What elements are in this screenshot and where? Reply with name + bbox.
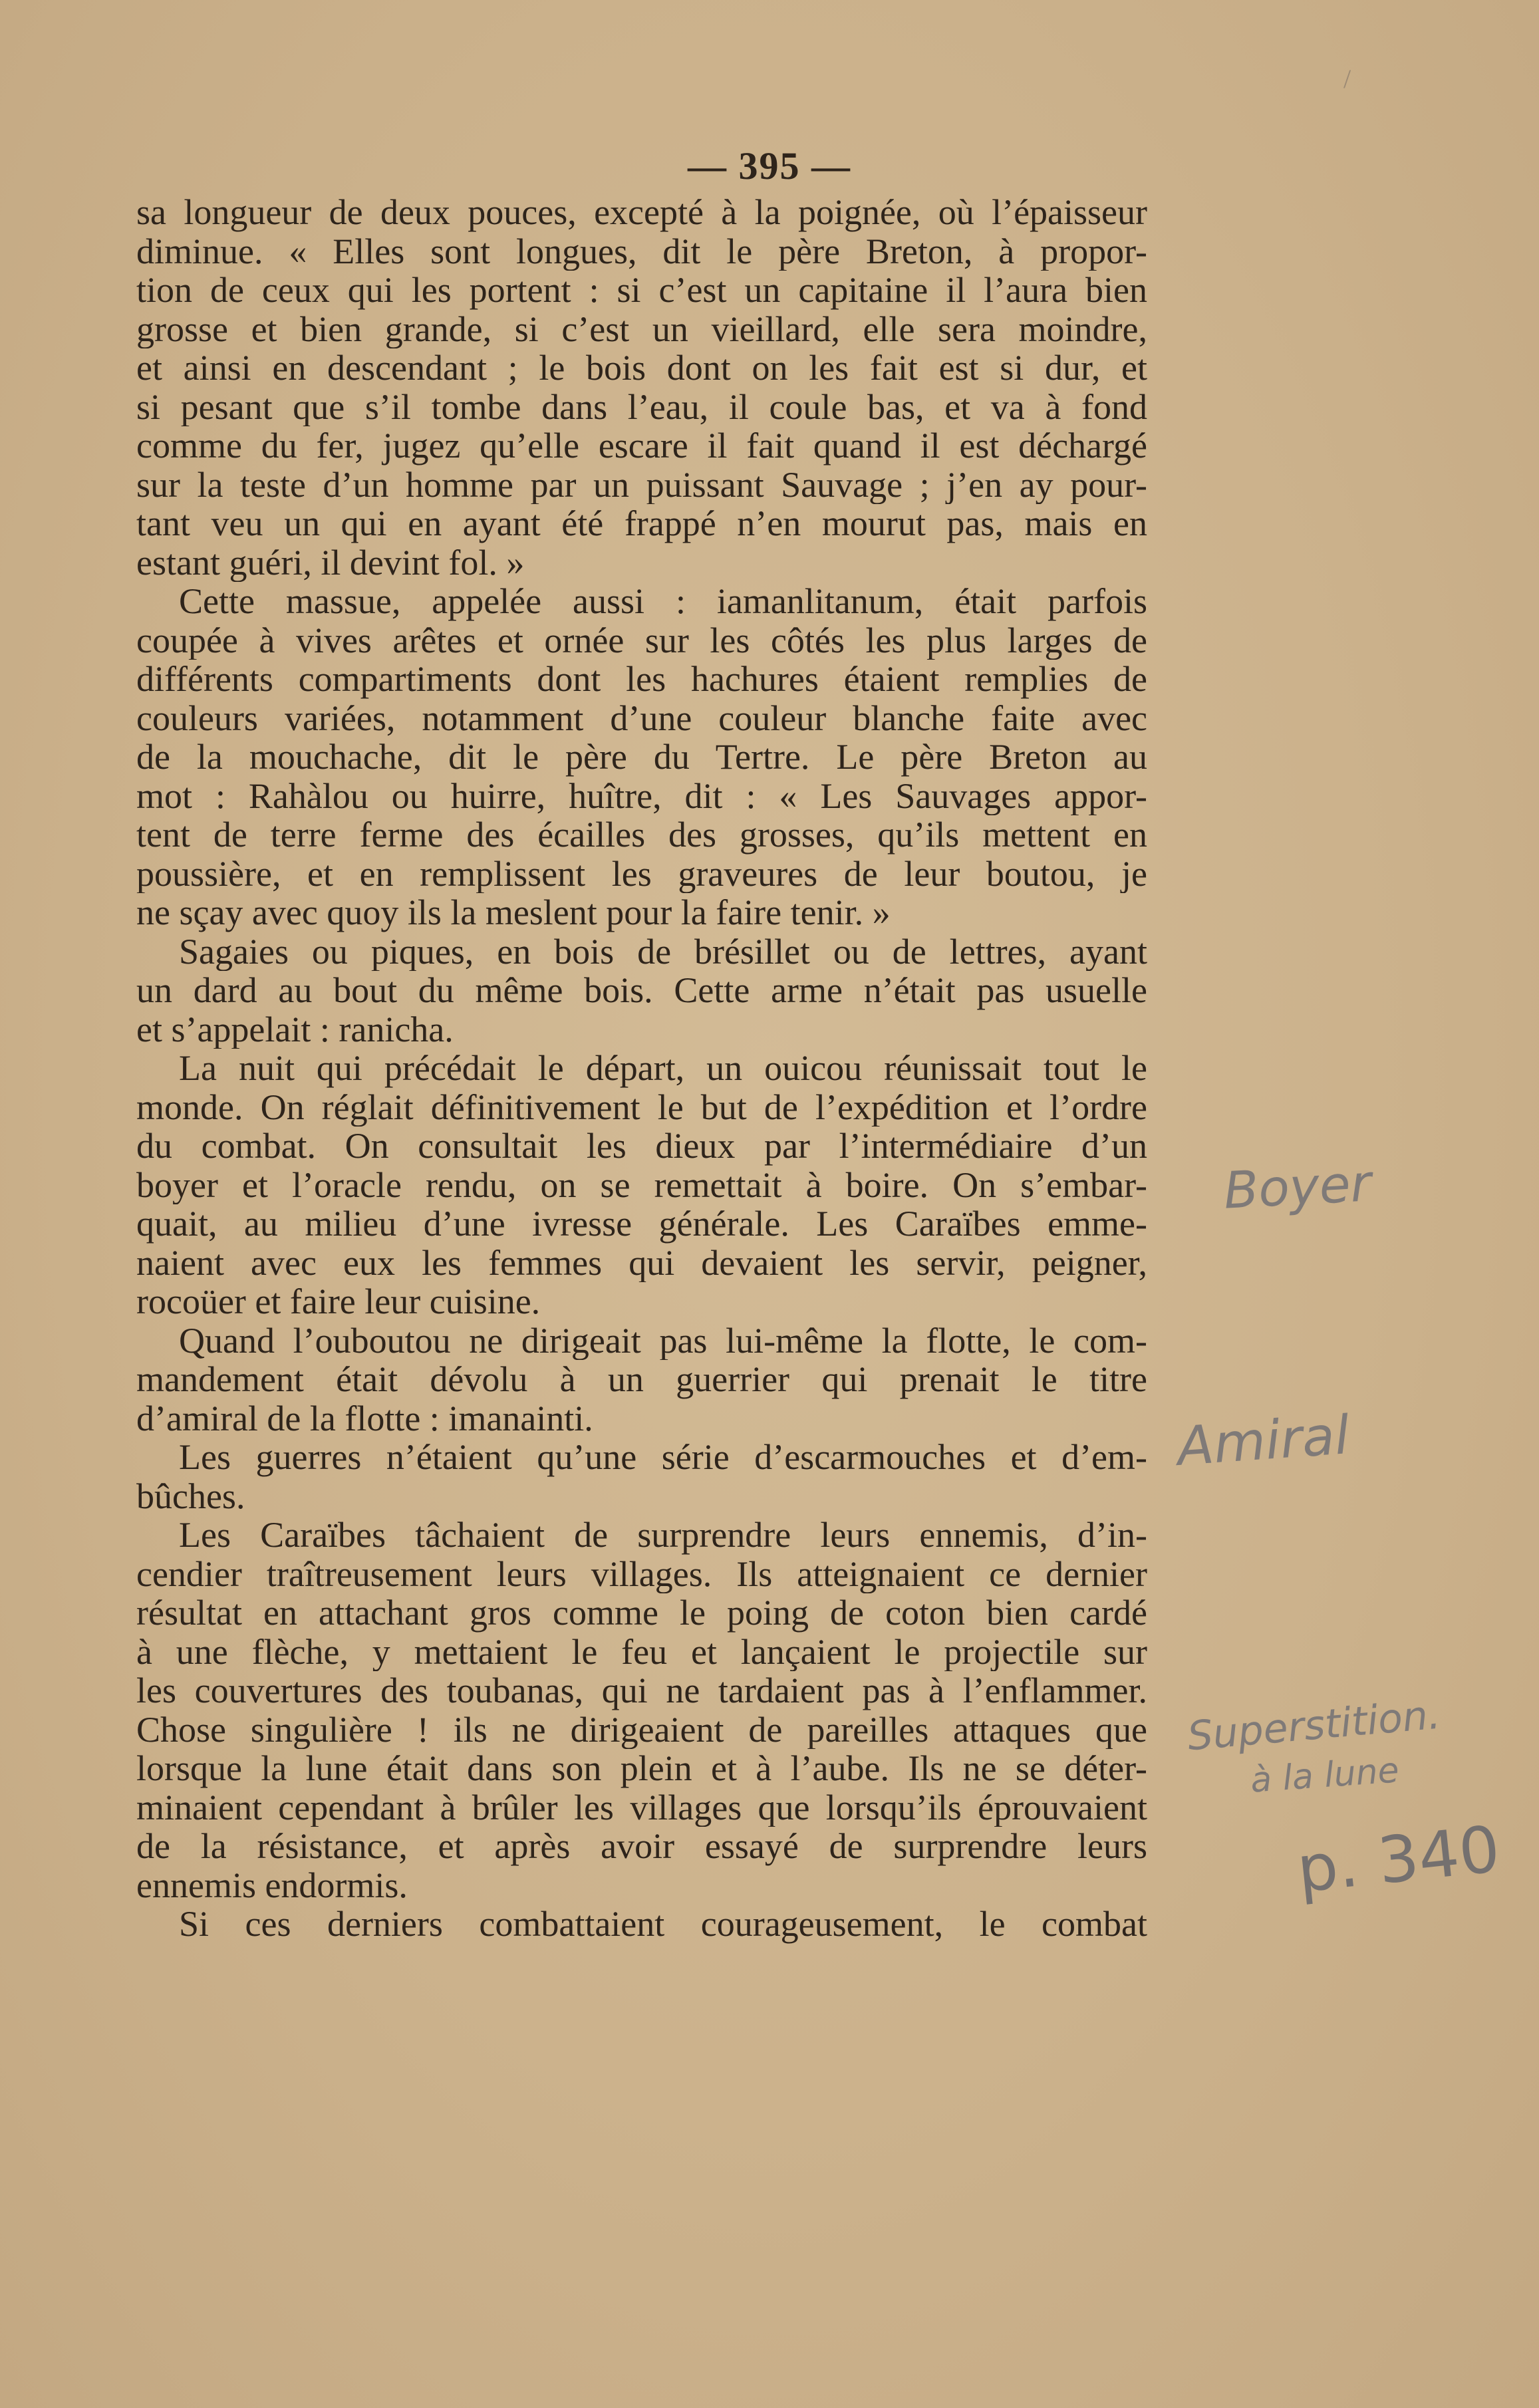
text-line: tant veu un qui en ayant été frappé n’en mourut pas, mais en (136, 504, 1147, 543)
text-line: de la mouchache, dit le père du Tertre. Le père Breton au (136, 737, 1147, 777)
text-line: tion de ceux qui les portent : si c’est un capitaine il l’aura bien (136, 271, 1147, 310)
text-line: différents compartiments dont les hachures étaient remplies de (136, 660, 1147, 699)
margin-note-superstition: Superstition. (1185, 1691, 1443, 1760)
text-line: à une flèche, y mettaient le feu et lançaient le projectile sur (136, 1632, 1147, 1671)
text-line: minaient cependant à brûler les villages que lorsqu’ils éprouvaient (136, 1788, 1147, 1827)
margin-note-boyer: Boyer (1222, 1153, 1373, 1220)
text-line: monde. On réglait définitivement le but de l’expédition et l’ordre (136, 1087, 1147, 1127)
text-line: couleurs variées, notamment d’une couleur blanche faite avec (136, 698, 1147, 737)
text-line: sa longueur de deux pouces, excepté à la poignée, où l’épaisseur (136, 193, 1147, 232)
text-line: Si ces derniers combattaient courageusement, le combat (179, 1905, 1147, 1944)
text-line: cendier traîtreusement leurs villages. Ils atteignaient ce dernier (136, 1554, 1147, 1593)
text-line: Les guerres n’étaient qu’une série d’escarmouches et d’em- (179, 1438, 1147, 1477)
text-line: ennemis endormis. (136, 1865, 408, 1905)
text-line: naient avec eux les femmes qui devaient les servir, peigner, (136, 1243, 1147, 1282)
text-line: coupée à vives arêtes et ornée sur les côtés les plus larges de (136, 620, 1147, 660)
text-line: quait, au milieu d’une ivresse générale. Les Caraïbes emme- (136, 1204, 1147, 1244)
text-line: de la résistance, et après avoir essayé de surprendre leurs (136, 1827, 1147, 1866)
text-line: tent de terre ferme des écailles des grosses, qu’ils mettent en (136, 815, 1147, 855)
text-line: les couvertures des toubanas, qui ne tardaient pas à l’enflammer. (136, 1671, 1147, 1710)
text-line: grosse et bien grande, si c’est un vieillard, elle sera moindre, (136, 309, 1147, 348)
text-line: Chose singulière ! ils ne dirigeaient de pareilles attaques que (136, 1710, 1147, 1749)
text-line: un dard au bout du même bois. Cette arme n’était pas usuelle (136, 971, 1147, 1010)
text-line: rocoüer et faire leur cuisine. (136, 1282, 541, 1321)
text-line: lorsque la lune était dans son plein et à l’aube. Ils ne se déter- (136, 1749, 1147, 1788)
text-line: estant guéri, il devint fol. » (136, 543, 525, 582)
page-number: — 395 — (688, 144, 851, 188)
pencil-tick-mark: / (1343, 64, 1351, 94)
text-line: mandement était dévolu à un guerrier qui prenait le titre (136, 1360, 1147, 1399)
text-line: poussière, et en remplissent les graveures de leur boutou, je (136, 854, 1147, 893)
text-line: Les Caraïbes tâchaient de surprendre leurs ennemis, d’in- (179, 1516, 1147, 1555)
margin-note-amiral: Amiral (1175, 1404, 1351, 1478)
text-line: si pesant que s’il tombe dans l’eau, il coule bas, et va à fond (136, 387, 1147, 426)
text-line: comme du fer, jugez qu’elle escare il fait quand il est déchargé (136, 426, 1147, 466)
text-line: La nuit qui précédait le départ, un ouicou réunissait tout le (179, 1049, 1147, 1088)
text-line: Sagaies ou piques, en bois de brésillet ou de lettres, ayant (179, 932, 1147, 971)
text-line: et s’appelait : ranicha. (136, 1009, 454, 1049)
text-line: boyer et l’oracle rendu, on se remettait à boire. On s’embar- (136, 1165, 1147, 1204)
text-line: diminue. « Elles sont longues, dit le père Breton, à propor- (136, 231, 1147, 271)
text-line: bûches. (136, 1476, 245, 1516)
text-line: Quand l’ouboutou ne dirigeait pas lui-même la flotte, le com- (179, 1321, 1147, 1360)
text-line: sur la teste d’un homme par un puissant Sauvage ; j’en ay pour- (136, 465, 1147, 504)
text-line: du combat. On consultait les dieux par l’intermédiaire d’un (136, 1127, 1147, 1166)
text-line: d’amiral de la flotte : imanainti. (136, 1399, 593, 1438)
margin-note-lune: à la lune (1249, 1750, 1401, 1801)
text-line: mot : Rahàlou ou huirre, huître, dit : « Les Sauvages appor- (136, 776, 1147, 815)
text-line: ne sçay avec quoy ils la meslent pour la faire tenir. » (136, 893, 891, 932)
text-line: et ainsi en descendant ; le bois dont on les fait est si dur, et (136, 348, 1147, 388)
text-line: Cette massue, appelée aussi : iamanlitanum, était parfois (179, 582, 1147, 621)
margin-note-page-ref: p. 340 (1293, 1811, 1504, 1907)
body-text (136, 193, 1147, 1944)
text-line: résultat en attachant gros comme le poing de coton bien cardé (136, 1593, 1147, 1633)
